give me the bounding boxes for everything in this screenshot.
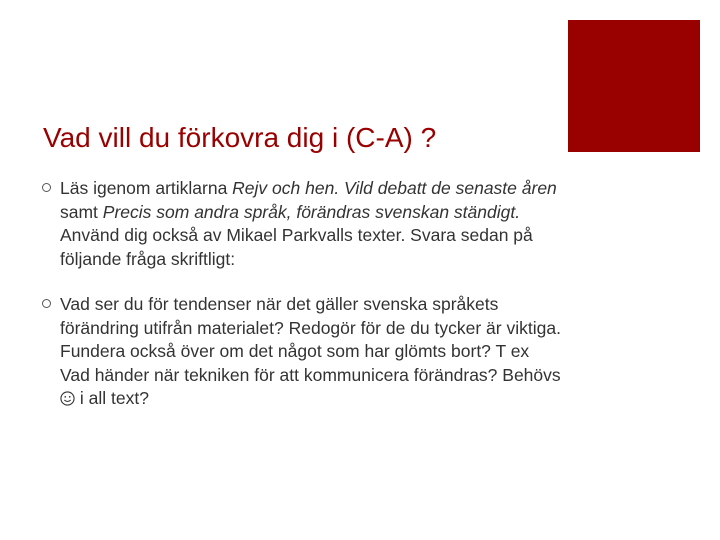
bullet-item-reading — [42, 177, 562, 271]
slide-title: Vad vill du förkovra dig i (C-A) ? — [43, 122, 437, 153]
bullet-text-segment: samt — [60, 201, 103, 222]
circle-bullet-icon — [42, 183, 51, 192]
bullet-list — [42, 177, 562, 411]
bullet-text-segment: Använd dig också av Mikael Parkvalls texter. Svara sedan på följande fråga skriftligt: — [60, 225, 533, 269]
bullet-text-segment: Vad ser du för tendenser när det gäller svenska språkets förändring utifrån materialet? Redogör för de du tycker är viktiga. Fundera också över om det något som har glömts bort? T ex Vad händer när tekniken för att kommunicera förändras? Behövs — [60, 294, 561, 385]
circle-bullet-icon — [42, 299, 51, 308]
article-title-segment: Precis som andra språk, förändras svenskan ständigt. — [102, 201, 521, 222]
bullet-text — [60, 294, 561, 408]
smiley-face-icon — [60, 391, 75, 406]
accent-square — [568, 20, 700, 152]
article-title-segment: Rejv och hen. Vild debatt de senaste åren — [232, 178, 557, 198]
bullet-text-segment: Läs igenom artiklarna — [60, 178, 233, 198]
bullet-text-segment: i all text? — [75, 388, 149, 408]
bullet-item-question — [42, 293, 562, 411]
bullet-text — [60, 178, 557, 269]
